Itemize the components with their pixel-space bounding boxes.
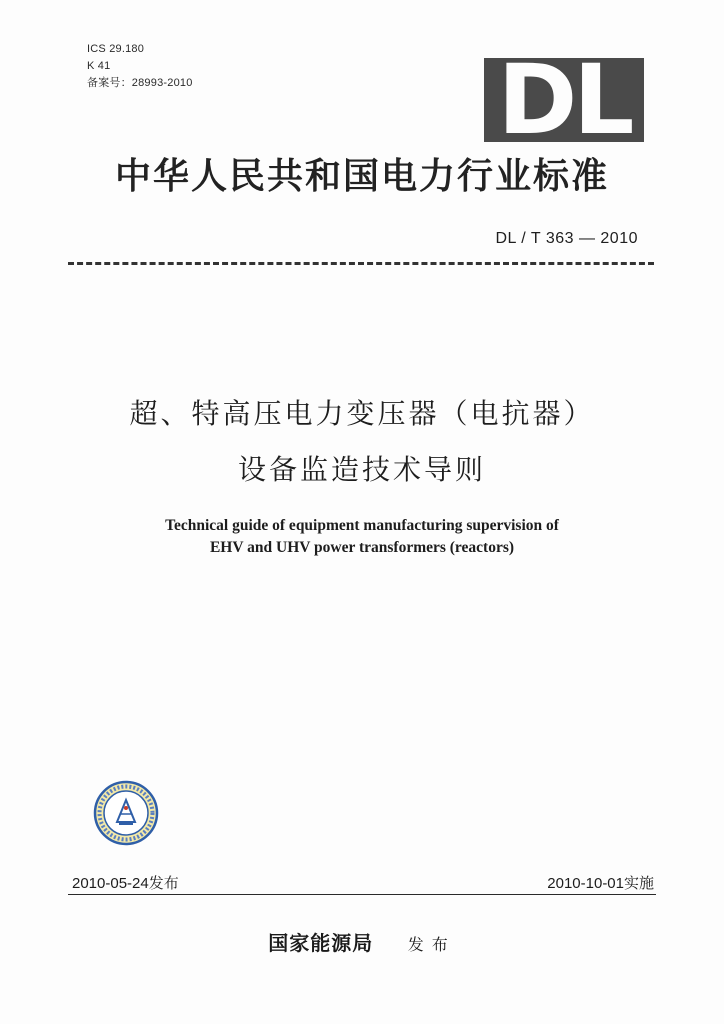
filing-number: 备案号：28993-2010 — [87, 77, 193, 89]
ics-code: ICS 29.180 — [87, 43, 145, 55]
document-title-cn-line1: 超、特高压电力变压器（电抗器） — [129, 397, 595, 430]
dl-logo — [484, 58, 644, 142]
footer-divider — [68, 894, 656, 895]
seal-graphic — [93, 780, 159, 846]
document-title-cn-line2: 设备监造技术导则 — [237, 453, 486, 486]
header-divider — [68, 262, 654, 265]
document-title-en-line1: Technical guide of equipment manufacturing supervision of — [165, 517, 559, 534]
effective-date: 2010-10-01实施 — [547, 875, 654, 892]
publisher-seal-icon — [93, 780, 159, 846]
issuing-organization: 国家能源局 — [268, 931, 374, 955]
issuer-line — [0, 927, 724, 956]
classification-meta — [87, 41, 193, 92]
standard-category-title: 中华人民共和国电力行业标准 — [114, 156, 609, 197]
dl-logo-text: DL — [497, 58, 631, 142]
standard-number: DL / T 363 — 2010 — [495, 230, 638, 247]
document-title-en-line2: EHV and UHV power transformers (reactors) — [209, 539, 515, 556]
publish-date: 2010-05-24发布 — [72, 875, 179, 892]
class-code: K 41 — [87, 60, 111, 72]
issue-action: 发布 — [407, 935, 456, 954]
